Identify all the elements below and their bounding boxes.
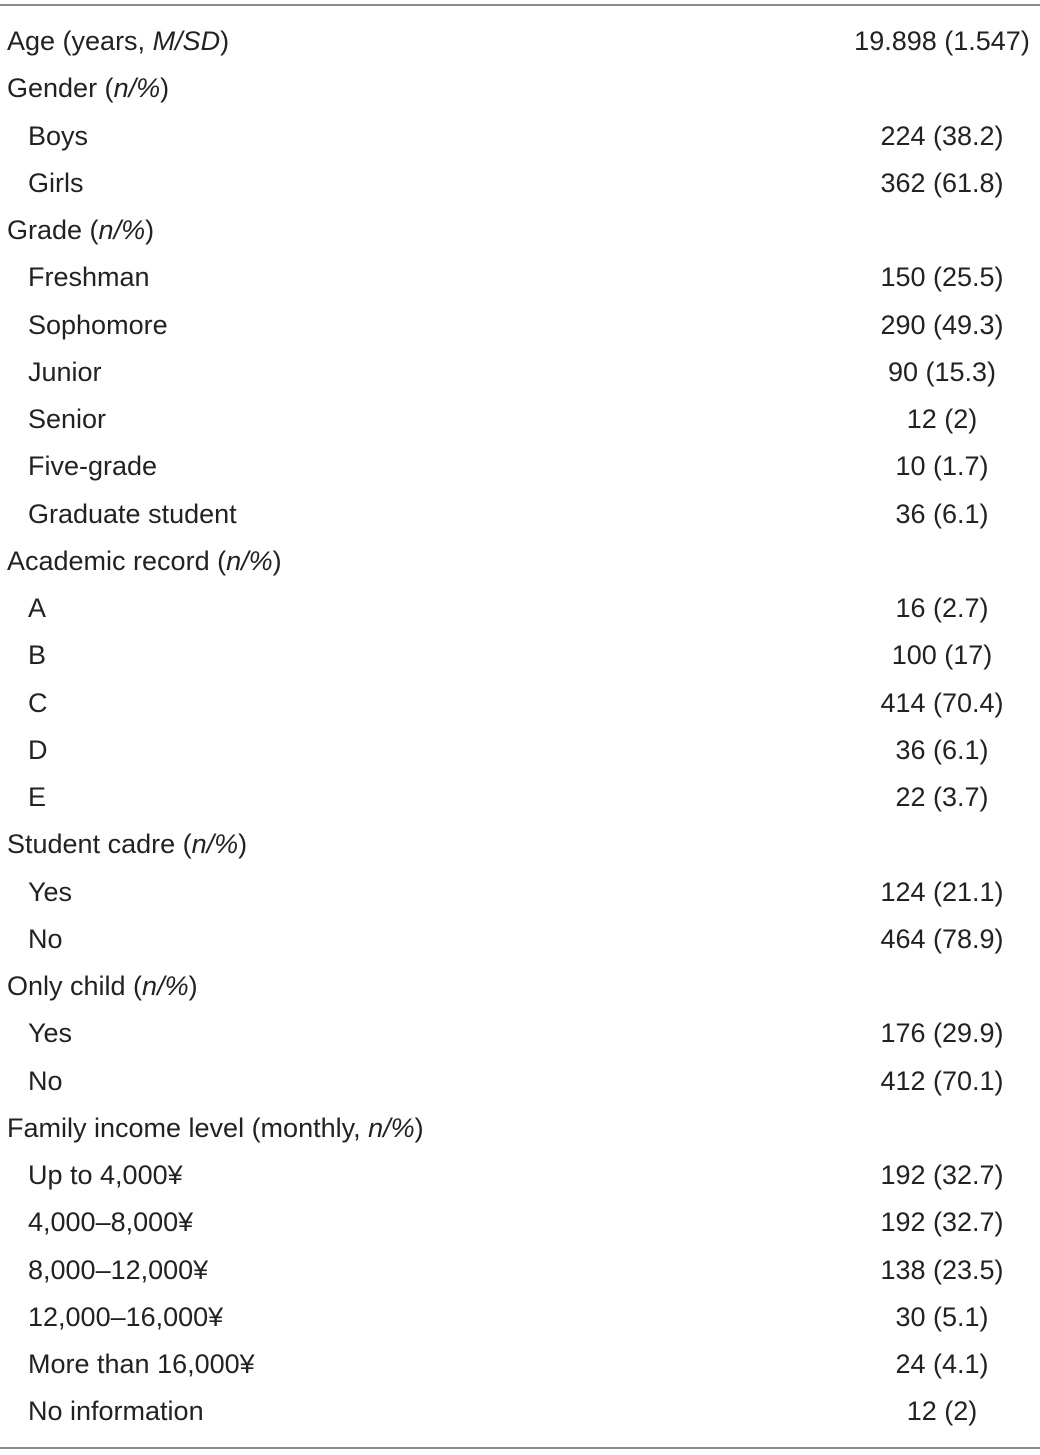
table-row [0, 727, 1040, 774]
row-label [28, 595, 46, 622]
label-italic-text: n/% [98, 215, 146, 246]
table-row [0, 396, 1040, 443]
category-label [7, 217, 154, 244]
row-value: 362 (61.8) [880, 167, 1004, 198]
label-text: 8,000–12,000¥ [28, 1254, 209, 1285]
row-label [28, 876, 73, 907]
label-italic-text: n/% [191, 829, 239, 860]
table-row [0, 1010, 1040, 1057]
row-value: 36 (6.1) [895, 734, 989, 765]
row-value: 90 (15.3) [887, 356, 997, 387]
table-category-row [0, 538, 1040, 585]
table-row [0, 160, 1040, 207]
label-text: Age (years, [7, 26, 153, 57]
row-label [28, 1162, 183, 1189]
table-row [0, 774, 1040, 821]
row-label [28, 1351, 255, 1378]
table-row [0, 1294, 1040, 1341]
row-label [28, 309, 168, 340]
table-row [0, 349, 1040, 396]
table-category-row [0, 1105, 1040, 1152]
table-row [0, 443, 1040, 490]
table-row [0, 1058, 1040, 1105]
table-row [0, 1247, 1040, 1294]
label-suffix-text: ) [272, 545, 282, 576]
label-italic-text: n/% [226, 545, 273, 576]
label-italic-text: n/% [368, 1112, 415, 1143]
label-text: Girls [28, 167, 84, 198]
table-row [0, 1152, 1040, 1199]
label-suffix-text: ) [238, 829, 248, 860]
table-row [0, 113, 1040, 160]
label-text: More than 16,000¥ [28, 1349, 255, 1380]
row-label [28, 406, 106, 433]
row-label [28, 923, 63, 954]
label-text: A [28, 593, 47, 624]
label-text: Student cadre ( [7, 829, 192, 860]
row-value: 192 (32.7) [880, 1160, 1004, 1191]
label-text: 4,000–8,000¥ [28, 1207, 194, 1238]
table-row [0, 869, 1040, 916]
label-text: Only child ( [7, 971, 143, 1002]
row-value: 19.898 (1.547) [854, 26, 1030, 57]
row-label [28, 687, 48, 718]
row-value: 36 (6.1) [895, 498, 989, 529]
row-value: 224 (38.2) [880, 120, 1004, 151]
label-text: Senior [28, 404, 107, 435]
label-text: Five-grade [28, 451, 158, 482]
table-row [0, 585, 1040, 632]
row-value: 192 (32.7) [880, 1207, 1004, 1238]
table-row [0, 1388, 1040, 1435]
label-italic-text: n/% [142, 971, 189, 1002]
row-label [28, 356, 102, 387]
row-label [28, 784, 46, 811]
row-label [28, 1209, 193, 1236]
label-suffix-text: ) [414, 1112, 424, 1143]
table-category-row [0, 65, 1040, 112]
row-label [28, 1398, 204, 1425]
row-value: 30 (5.1) [895, 1301, 989, 1332]
category-label [7, 831, 247, 858]
label-text: Junior [28, 356, 102, 387]
label-text: No [28, 1065, 63, 1096]
row-label [28, 1254, 209, 1285]
label-suffix-text: ) [160, 73, 170, 104]
label-text: B [28, 640, 47, 671]
row-value: 150 (25.5) [880, 262, 1004, 293]
row-value: 138 (23.5) [880, 1254, 1004, 1285]
table-row [0, 632, 1040, 679]
label-suffix-text: ) [145, 215, 155, 246]
row-value: 12 (2) [906, 404, 978, 435]
row-value: 176 (29.9) [880, 1018, 1004, 1049]
row-label [28, 1020, 72, 1047]
label-text: Family income level (monthly, [7, 1112, 369, 1143]
label-text: Grade ( [7, 215, 99, 246]
category-label [7, 75, 169, 102]
row-label [28, 1065, 63, 1096]
table-row [0, 916, 1040, 963]
category-label [7, 545, 282, 576]
label-suffix-text: ) [188, 971, 198, 1002]
table-bottom-rule [0, 1447, 1040, 1449]
row-label [28, 734, 48, 765]
label-text: Sophomore [28, 309, 168, 340]
table-category-row [0, 18, 1040, 65]
table-row [0, 1199, 1040, 1246]
row-value: 12 (2) [906, 1396, 978, 1427]
row-value: 24 (4.1) [895, 1349, 989, 1380]
row-label [28, 167, 84, 198]
table-row [0, 302, 1040, 349]
row-value: 124 (21.1) [880, 876, 1004, 907]
row-value: 464 (78.9) [880, 923, 1004, 954]
row-value: 290 (49.3) [880, 309, 1004, 340]
label-text: C [28, 687, 48, 718]
row-value: 22 (3.7) [895, 782, 989, 813]
row-label [28, 120, 89, 151]
row-value: 10 (1.7) [895, 451, 989, 482]
label-text: No information [28, 1396, 204, 1427]
row-value: 414 (70.4) [880, 687, 1004, 718]
table-top-rule [0, 4, 1040, 6]
label-italic-text: n/% [113, 73, 161, 104]
label-text: D [28, 734, 48, 765]
label-text: Yes [28, 1018, 73, 1049]
label-text: Graduate student [28, 498, 237, 529]
row-value: 16 (2.7) [895, 593, 989, 624]
label-text: E [28, 782, 47, 813]
row-label [28, 498, 237, 529]
row-label [28, 453, 157, 480]
label-text: 12,000–16,000¥ [28, 1301, 224, 1332]
label-text: Boys [28, 120, 89, 151]
category-label [7, 973, 198, 1000]
label-text: No [28, 923, 63, 954]
label-text: Academic record ( [7, 545, 227, 576]
row-label [28, 264, 150, 291]
label-suffix-text: ) [220, 26, 230, 57]
label-text: Up to 4,000¥ [28, 1160, 183, 1191]
demographics-table [0, 18, 1040, 1436]
table-row [0, 1341, 1040, 1388]
row-value: 100 (17) [891, 640, 993, 671]
category-label [7, 1112, 424, 1143]
row-label [28, 1301, 224, 1332]
label-italic-text: M/SD [152, 26, 221, 57]
table-category-row [0, 963, 1040, 1010]
label-text: Freshman [28, 262, 150, 293]
label-text: Gender ( [7, 73, 114, 104]
table-row [0, 680, 1040, 727]
table-row [0, 491, 1040, 538]
row-value: 412 (70.1) [880, 1065, 1004, 1096]
label-text: Yes [28, 876, 73, 907]
table-category-row [0, 821, 1040, 868]
table-row [0, 254, 1040, 301]
row-label [28, 642, 46, 669]
table-category-row [0, 207, 1040, 254]
category-label [7, 28, 229, 55]
